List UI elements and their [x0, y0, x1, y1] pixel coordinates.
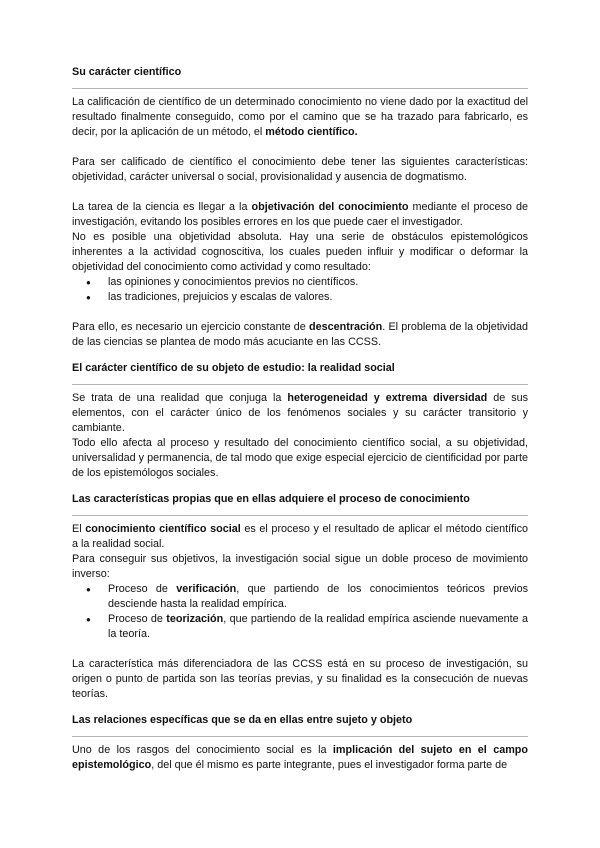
- paragraph: El conocimiento científico social es el proceso y el resultado de aplicar el método científico a la realidad social.: [72, 523, 528, 550]
- bullet-list: [72, 275, 528, 305]
- section-heading-realidad-social: El carácter científico de su objeto de estudio: la realidad social: [72, 362, 395, 374]
- bullet-list: [72, 582, 528, 642]
- section-heading-caracter-cientifico: Su carácter científico: [72, 66, 182, 78]
- paragraph: Uno de los rasgos del conocimiento social es la implicación del sujeto en el campo epistemológico, del que él mismo es parte integrante, pues el investigador forma parte de: [72, 744, 528, 771]
- list-item: ● las tradiciones, prejuicios y escalas de valores.: [72, 290, 528, 305]
- section-heading-sujeto-objeto: Las relaciones específicas que se da en ellas entre sujeto y objeto: [72, 714, 413, 726]
- paragraph: La tarea de la ciencia es llegar a la objetivación del conocimiento mediante el proceso de investigación, evitando los posibles errores en los que puede caer el investigador.: [72, 201, 529, 228]
- list-item: ● Proceso de verificación, que partiendo de los conocimientos teóricos previos desciende hasta la realidad empírica.: [72, 582, 528, 612]
- paragraph: Para ser calificado de científico el conocimiento debe tener las siguientes características: objetividad, carácter universal o social, provisionalidad y ausencia de dogmatismo.: [72, 156, 528, 183]
- paragraph: No es posible una objetividad absoluta. Hay una serie de obstáculos epistemológicos inherentes a la actividad cognoscitiva, los cuales pueden influir y modificar o deformar la objetividad del conocimiento como actividad y como resultado:: [72, 231, 528, 273]
- section-divider: [72, 88, 528, 89]
- section-divider: [72, 384, 528, 385]
- paragraph: Para conseguir sus objetivos, la investigación social sigue un doble proceso de movimiento inverso:: [72, 553, 528, 580]
- bold-term: implicación del sujeto en el campo epistemológico: [72, 744, 528, 771]
- bold-term: conocimiento científico social: [85, 523, 241, 535]
- list-item: ● las opiniones y conocimientos previos no científicos.: [72, 275, 528, 290]
- bold-term: objetivación del conocimiento: [251, 201, 409, 213]
- paragraph: Todo ello afecta al proceso y resultado del conocimiento científico social, a su objetividad, universalidad y permanencia, de tal modo que exige especial ejercicio de cientificidad por parte de los epistemólogos sociales.: [72, 437, 528, 479]
- bold-term: método científico.: [265, 126, 358, 138]
- section-divider: [72, 515, 528, 516]
- section-heading-proceso-conocimiento: Las características propias que en ellas adquiere el proceso de conocimiento: [72, 493, 470, 505]
- paragraph: Para ello, es necesario un ejercicio constante de descentración. El problema de la objetividad de las ciencias se plantea de modo más acuciante en las CCSS.: [72, 321, 528, 348]
- bold-term: verificación: [176, 583, 237, 595]
- paragraph: La característica más diferenciadora de las CCSS está en su proceso de investigación, su origen o punto de partida son las teorías previas, y su finalidad es la consecución de nuevas teorías.: [72, 658, 528, 700]
- bold-term: heterogeneidad y extrema diversidad: [287, 392, 488, 404]
- section-divider: [72, 736, 528, 737]
- paragraph: La calificación de científico de un determinado conocimiento no viene dado por la exactitud del resultado finalmente conseguido, como por el camino que se ha trazado para fabricarlo, es decir, por la aplicación de un método, el método científico.: [72, 96, 528, 138]
- list-item: ● Proceso de teorización, que partiendo de la realidad empírica asciende nuevamente a la teoría.: [72, 612, 528, 642]
- bold-term: teorización: [166, 613, 224, 625]
- bold-term: descentración: [309, 321, 383, 333]
- paragraph: Se trata de una realidad que conjuga la heterogeneidad y extrema diversidad de sus elementos, con el carácter único de los fenómenos sociales y su carácter transitorio y cambiante.: [72, 392, 528, 434]
